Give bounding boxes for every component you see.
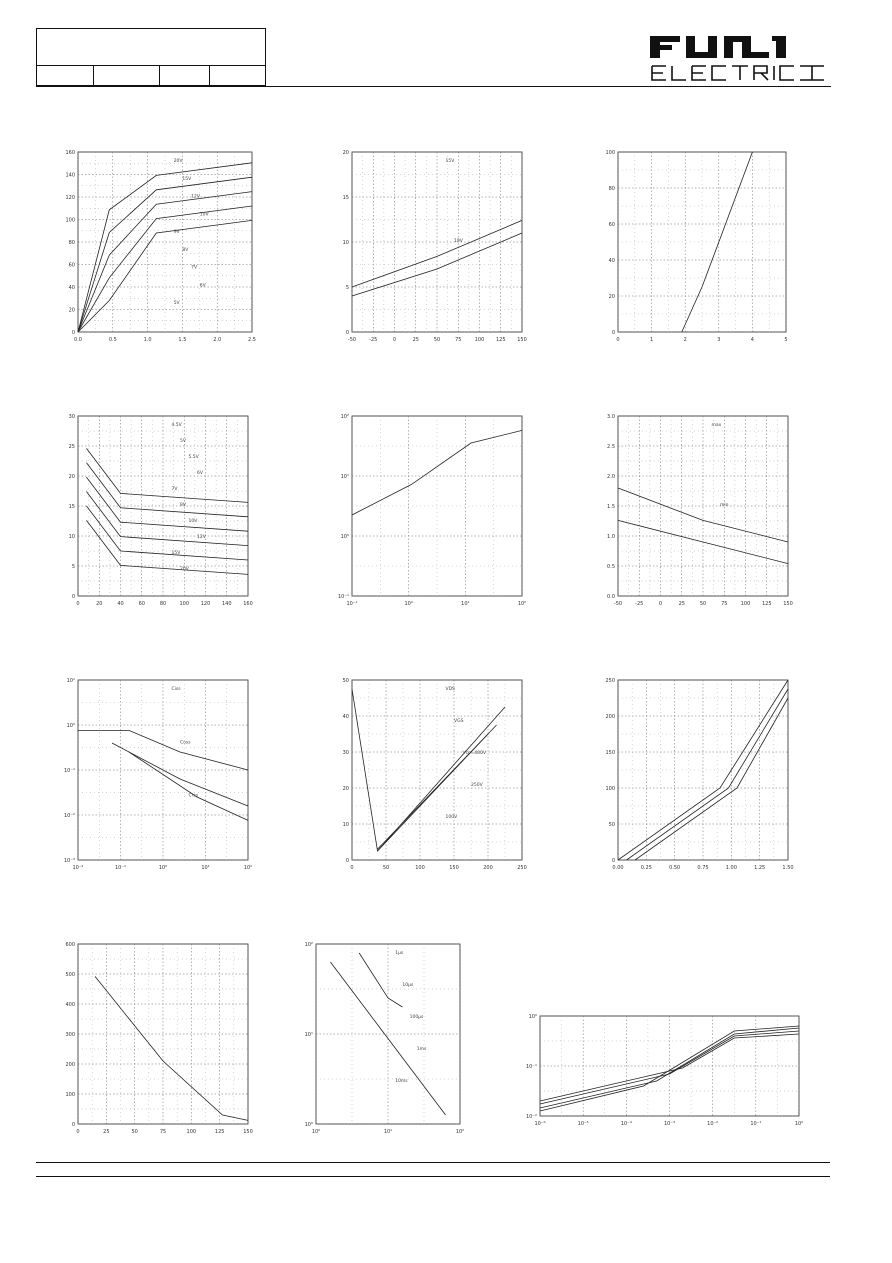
x-tick-label: 25 [678, 601, 685, 607]
y-tick-label: 0 [71, 1122, 75, 1128]
y-tick-label: 20 [68, 474, 75, 480]
y-tick-label: 10 [342, 240, 349, 246]
curve-label: 5.5V [188, 455, 199, 460]
x-tick-label: 10² [517, 601, 527, 607]
curve-label: 15V [171, 551, 181, 556]
y-tick-label: 2.5 [607, 444, 615, 450]
x-tick-label: 0 [350, 865, 354, 871]
curve-label: 10ms [395, 1079, 408, 1084]
chart-svg [330, 148, 530, 348]
capacitance-chart [56, 676, 256, 876]
y-tick-label: 100 [605, 786, 615, 792]
part-number-box-cell [209, 66, 210, 85]
curve-label: 100μs [409, 1015, 424, 1020]
y-tick-label: 120 [65, 195, 75, 201]
y-tick-label: 0 [345, 330, 349, 336]
x-tick-label: 10⁻³ [663, 1121, 676, 1127]
x-tick-label: 10⁻⁴ [620, 1121, 632, 1127]
x-tick-label: 100 [740, 601, 751, 607]
x-tick-label: 0 [392, 337, 397, 343]
transient-thermal-impedance-chart [520, 1012, 805, 1132]
y-tick-label: 15 [68, 504, 75, 510]
curve-label: min [720, 503, 729, 508]
x-tick-label: 150 [243, 1129, 253, 1135]
y-tick-label: 10⁰ [340, 534, 349, 540]
x-tick-label: 2.0 [213, 337, 222, 343]
x-tick-label: 0.75 [697, 865, 709, 871]
x-tick-label: 10⁻² [72, 865, 84, 871]
curve-label: max [711, 423, 722, 428]
curve-label: 10V [454, 239, 463, 244]
chart-svg [596, 676, 796, 876]
y-tick-label: 80 [68, 240, 75, 246]
curve-1 [95, 976, 248, 1120]
curve-label: 1ms [416, 1047, 427, 1052]
x-tick-label: 25 [103, 1129, 110, 1135]
part-number-box [36, 28, 266, 86]
x-tick-label: 1.5 [178, 337, 187, 343]
y-tick-label: 10¹ [340, 474, 349, 480]
x-tick-label: 75 [721, 601, 728, 607]
curve-label: 15V [182, 176, 192, 182]
x-tick-label: 0 [76, 1129, 80, 1135]
y-tick-label: 10¹ [66, 678, 75, 684]
transfer-characteristics-chart [596, 148, 796, 348]
x-tick-label: 10¹ [461, 601, 470, 607]
curve-1 [682, 152, 753, 332]
x-tick-label: 1 [650, 337, 654, 343]
x-tick-label: 0 [616, 337, 620, 343]
curve-label: 5V [180, 439, 186, 444]
x-tick-label: 0.50 [669, 865, 681, 871]
y-tick-label: 5 [71, 564, 75, 570]
x-tick-label: 1.0 [143, 337, 152, 343]
y-tick-label: 0 [611, 858, 615, 864]
y-tick-label: 1.0 [607, 534, 615, 540]
x-tick-label: 10¹ [383, 1129, 393, 1135]
output-characteristics-chart [56, 148, 256, 348]
curve-label: 8V [182, 247, 189, 253]
chart-svg [596, 148, 796, 348]
y-tick-label: 30 [68, 414, 75, 420]
x-tick-label: 3 [717, 337, 721, 343]
curve-label: 7V [191, 265, 198, 271]
x-tick-label: 125 [214, 1129, 225, 1135]
x-tick-label: 160 [243, 601, 253, 607]
x-tick-label: 5 [784, 337, 788, 343]
x-tick-label: 10⁻¹ [114, 865, 127, 871]
curve-label: 9V [173, 230, 180, 236]
x-tick-label: 100 [179, 601, 190, 607]
chart-svg [298, 940, 468, 1140]
x-tick-label: 0.0 [74, 337, 82, 343]
x-tick-label: 0 [658, 601, 663, 607]
curve-2 [359, 953, 402, 1007]
x-tick-label: 50 [131, 1129, 138, 1135]
x-tick-label: 140 [221, 601, 232, 607]
chart-svg [56, 940, 256, 1140]
x-tick-label: 0 [76, 601, 80, 607]
curve-label: 20V [180, 567, 189, 572]
curve-label: Coss [180, 740, 191, 746]
part-number-box-row [37, 65, 265, 85]
y-tick-label: 0.5 [607, 564, 615, 570]
y-tick-label: 100 [65, 1092, 75, 1098]
chart-svg [56, 676, 256, 876]
x-tick-label: 50 [433, 337, 441, 343]
x-tick-label: 150 [783, 601, 793, 607]
curve-label: 10V [188, 519, 198, 524]
y-tick-label: 0 [611, 330, 615, 336]
curve-label: 8V [180, 503, 186, 508]
chart-svg [56, 148, 256, 348]
curve-2 [540, 1028, 799, 1108]
x-tick-label: 1.50 [782, 865, 794, 871]
avalanche-energy-chart [56, 940, 256, 1140]
curve-label: 12V [197, 535, 206, 540]
y-tick-label: 140 [65, 172, 75, 179]
x-tick-label: 150 [449, 865, 459, 871]
fuji-electric-logo [648, 32, 830, 84]
y-tick-label: 15 [342, 195, 349, 201]
curve-2 [627, 689, 789, 860]
x-tick-label: 10⁰ [158, 865, 168, 871]
y-tick-label: 200 [605, 714, 615, 720]
y-tick-label: 300 [65, 1032, 75, 1038]
chart-svg [520, 1012, 805, 1132]
part-number-box-cell [93, 66, 94, 85]
on-resistance-vs-temperature-chart [330, 148, 530, 348]
y-tick-label: 100 [65, 217, 75, 224]
y-tick-label: 10¹ [304, 1032, 313, 1038]
x-tick-label: 200 [483, 865, 493, 871]
x-tick-label: 2.5 [248, 337, 256, 343]
x-tick-label: 10⁻¹ [346, 601, 358, 607]
y-tick-label: 0 [71, 330, 75, 336]
x-tick-label: 20 [96, 601, 103, 607]
curve-label: 250V [471, 783, 483, 788]
x-tick-label: 0.00 [612, 865, 624, 871]
x-tick-label: 50 [699, 601, 707, 607]
x-tick-label: 10⁻⁵ [577, 1121, 589, 1127]
x-tick-label: 40 [117, 601, 124, 607]
y-tick-label: 5 [345, 285, 349, 291]
y-tick-label: 40 [608, 258, 615, 264]
curve-label: 12V [191, 194, 200, 200]
curve-label: 6V [199, 283, 206, 289]
y-tick-label: 60 [608, 222, 615, 228]
x-tick-label: 100 [474, 337, 485, 343]
y-tick-label: 250 [605, 678, 615, 684]
y-tick-label: 160 [65, 150, 75, 156]
x-tick-label: 10⁰ [311, 1129, 321, 1135]
y-tick-label: 10⁻¹ [337, 594, 349, 600]
curve-label: 100V [445, 815, 458, 820]
curve-label: 5V [173, 301, 180, 307]
curve-label: 15V [445, 159, 455, 164]
y-tick-label: 10 [68, 534, 75, 540]
y-tick-label: 10⁻² [525, 1114, 537, 1120]
curve-label: Ciss [171, 687, 181, 692]
y-tick-label: 50 [342, 678, 349, 684]
chart-svg [330, 676, 530, 876]
x-tick-label: 10² [243, 865, 253, 871]
x-tick-label: -50 [613, 601, 623, 607]
x-tick-label: 0.25 [640, 865, 652, 871]
y-tick-label: 20 [342, 786, 349, 792]
curve-label: VDS [445, 687, 455, 692]
y-tick-label: 10⁻³ [63, 858, 75, 864]
y-tick-label: 20 [68, 307, 75, 314]
gate-threshold-voltage-chart [596, 412, 796, 612]
x-tick-label: 4 [750, 337, 754, 343]
y-tick-label: 150 [605, 750, 615, 756]
curve-3 [635, 698, 788, 860]
y-tick-label: 0.0 [607, 594, 615, 600]
x-tick-label: 10⁰ [404, 601, 413, 607]
y-tick-label: 10⁰ [528, 1014, 537, 1020]
y-tick-label: 1.5 [607, 504, 615, 510]
chart-svg [596, 412, 796, 612]
curve-label: 20V [173, 159, 183, 164]
x-tick-label: 1.00 [725, 865, 737, 871]
x-tick-label: 80 [159, 601, 167, 607]
y-tick-label: 40 [342, 714, 349, 720]
curve-1 [87, 520, 249, 574]
y-tick-label: 600 [65, 942, 75, 948]
on-resistance-vs-drain-current-chart [56, 412, 256, 612]
curve-3 [129, 752, 248, 820]
curve-label: 4.5V [171, 423, 182, 428]
chart-svg [330, 412, 530, 612]
gate-charge-chart [330, 676, 530, 876]
curve-label: 6V [197, 471, 203, 476]
chart-svg [56, 412, 256, 612]
y-tick-label: 20 [342, 150, 349, 156]
curve-label: Crss [188, 793, 199, 799]
y-tick-label: 25 [68, 444, 75, 450]
y-tick-label: 40 [68, 285, 75, 291]
x-tick-label: -50 [347, 337, 357, 343]
y-tick-label: 60 [68, 262, 75, 269]
y-tick-label: 500 [65, 972, 75, 978]
y-tick-label: 30 [342, 750, 349, 756]
y-tick-label: 10⁻² [63, 813, 75, 819]
part-number-box-cell [159, 66, 160, 85]
x-tick-label: 125 [495, 337, 506, 343]
y-tick-label: 10⁰ [304, 1122, 313, 1128]
x-tick-label: 2 [683, 337, 687, 343]
curve-label: 10μs [402, 983, 414, 988]
x-tick-label: 1.25 [754, 865, 766, 871]
y-tick-label: 50 [608, 822, 615, 828]
y-tick-label: 200 [65, 1062, 75, 1068]
y-tick-label: 2.0 [607, 474, 615, 480]
y-tick-label: 80 [608, 186, 615, 192]
transconductance-chart [330, 412, 530, 612]
x-tick-label: 10⁰ [794, 1121, 804, 1127]
y-tick-label: 10⁻¹ [525, 1064, 537, 1070]
x-tick-label: 25 [412, 337, 419, 343]
x-tick-label: -25 [635, 601, 644, 607]
curve-label: VGS [454, 719, 464, 724]
y-tick-label: 400 [65, 1002, 75, 1008]
y-tick-label: 10² [340, 414, 349, 420]
y-tick-label: 10 [342, 822, 349, 828]
y-tick-label: 0 [71, 594, 75, 600]
footer-rule-bottom [36, 1176, 830, 1177]
x-tick-label: 100 [415, 865, 425, 871]
x-tick-label: 75 [455, 337, 462, 343]
x-tick-label: 10¹ [201, 865, 210, 871]
x-tick-label: 100 [186, 1129, 197, 1135]
x-tick-label: -25 [369, 337, 378, 343]
curve-label: Vcc=400V [462, 751, 486, 756]
x-tick-label: 10⁻⁶ [534, 1121, 546, 1127]
x-tick-label: 10⁻¹ [750, 1121, 762, 1127]
x-tick-label: 10² [455, 1129, 465, 1135]
x-tick-label: 250 [517, 865, 527, 871]
x-tick-label: 0.5 [108, 337, 117, 343]
y-tick-label: 3.0 [607, 414, 615, 420]
x-tick-label: 10⁻² [707, 1121, 719, 1127]
curve-label: 7V [171, 487, 178, 492]
diode-forward-characteristics-chart [596, 676, 796, 876]
x-tick-label: 50 [382, 865, 390, 871]
y-tick-label: 10² [304, 942, 313, 948]
curve-label: 1μs [395, 951, 404, 956]
y-tick-label: 100 [605, 150, 615, 156]
footer-rule-top [36, 1162, 830, 1163]
y-tick-label: 0 [345, 858, 349, 864]
safe-operating-area-chart [298, 940, 468, 1140]
x-tick-label: 150 [517, 337, 527, 343]
y-tick-label: 10⁻¹ [63, 768, 75, 774]
header-rule [36, 86, 831, 87]
x-tick-label: 60 [138, 601, 145, 607]
x-tick-label: 120 [200, 601, 211, 607]
y-tick-label: 20 [608, 294, 615, 300]
curve-label: 10V [199, 212, 209, 218]
x-tick-label: 75 [159, 1129, 167, 1135]
curve-2 [112, 743, 248, 806]
y-tick-label: 10⁰ [66, 723, 75, 729]
x-tick-label: 125 [761, 601, 772, 607]
